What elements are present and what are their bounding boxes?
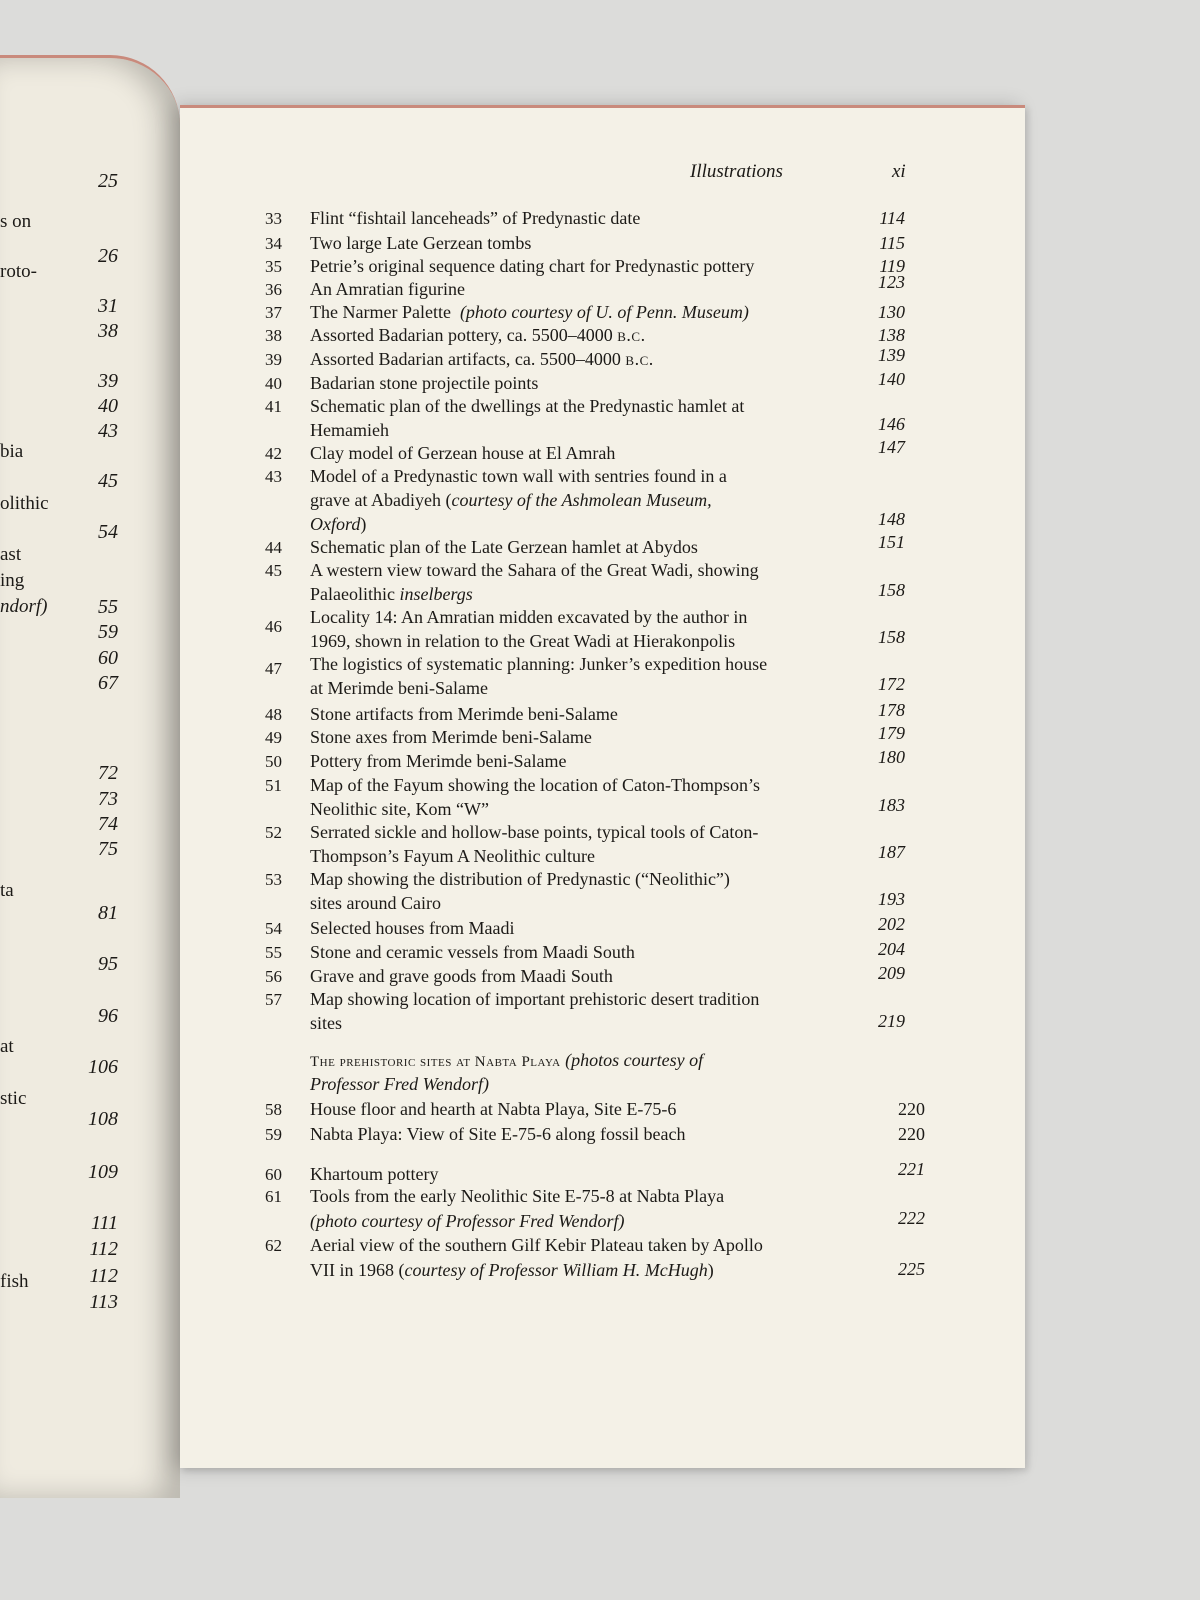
figure-title: Model of a Predynastic town wall with sentries found in a bbox=[310, 466, 727, 486]
page-number: 222 bbox=[898, 1208, 925, 1228]
left-fragment: s on bbox=[0, 211, 32, 232]
figure-number: 38 bbox=[265, 326, 282, 345]
figure-number: 59 bbox=[265, 1125, 282, 1144]
figure-number: 56 bbox=[265, 967, 282, 986]
figure-title-continued: Neolithic site, Kom “W” bbox=[310, 799, 489, 819]
figure-title: Locality 14: An Amratian midden excavated by the author in bbox=[310, 607, 748, 627]
page-number: 158 bbox=[878, 580, 905, 600]
figure-title-continued: at Merimde beni-Salame bbox=[310, 678, 488, 698]
page-number: 202 bbox=[878, 914, 905, 934]
left-page-number: 45 bbox=[98, 470, 118, 492]
era-label: b.c. bbox=[617, 325, 646, 345]
photo-credit: (photo courtesy of Professor Fred Wendorf) bbox=[310, 1211, 625, 1231]
figure-title-continued: Hemamieh bbox=[310, 420, 389, 440]
left-page-number: 39 bbox=[98, 370, 118, 392]
left-page-number: 40 bbox=[98, 395, 118, 417]
page-number: 219 bbox=[878, 1011, 905, 1031]
section-credit-continued: Professor Fred Wendorf) bbox=[310, 1074, 489, 1094]
left-page-number: 38 bbox=[98, 320, 118, 342]
figure-title-continued: grave at Abadiyeh ( bbox=[310, 490, 452, 510]
figure-number: 33 bbox=[265, 209, 282, 228]
left-page-number: 59 bbox=[98, 621, 118, 643]
figure-title: Aerial view of the southern Gilf Kebir Plateau taken by Apollo bbox=[310, 1235, 763, 1255]
era-label: b.c. bbox=[625, 349, 654, 369]
section-credit: (photos courtesy of bbox=[565, 1050, 704, 1070]
figure-title: Grave and grave goods from Maadi South bbox=[310, 966, 613, 986]
left-fragment: ta bbox=[0, 880, 14, 901]
left-page-number: 96 bbox=[98, 1005, 118, 1027]
figure-number: 37 bbox=[265, 303, 282, 322]
figure-title: Nabta Playa: View of Site E-75-6 along fossil beach bbox=[310, 1124, 686, 1144]
section-heading bbox=[310, 1049, 870, 1074]
figure-title: Map showing location of important prehistoric desert tradition bbox=[310, 989, 760, 1009]
page-number: 147 bbox=[878, 437, 905, 457]
figure-number: 62 bbox=[265, 1236, 282, 1255]
page-number: 114 bbox=[879, 208, 905, 228]
page-number: 178 bbox=[878, 700, 905, 720]
page-number: 193 bbox=[878, 889, 905, 909]
page-number: 209 bbox=[878, 963, 905, 983]
figure-title: Flint “fishtail lanceheads” of Predynastic date bbox=[310, 208, 641, 228]
left-fragment: ing bbox=[0, 570, 25, 591]
figure-number: 49 bbox=[265, 728, 282, 747]
page-number: 204 bbox=[878, 939, 905, 959]
page-number: 146 bbox=[878, 414, 905, 434]
left-fragment: ndorf) bbox=[0, 596, 48, 617]
page-number: 119 bbox=[879, 256, 905, 276]
figure-title: Map showing the distribution of Predynastic (“Neolithic”) bbox=[310, 869, 730, 889]
closing-paren: ) bbox=[707, 1260, 714, 1280]
figure-number: 50 bbox=[265, 752, 282, 771]
left-page-number: 108 bbox=[88, 1108, 118, 1130]
left-page-number: 55 bbox=[98, 596, 118, 618]
figure-title: Stone artifacts from Merimde beni-Salame bbox=[310, 704, 618, 724]
figure-title-continued: Thompson’s Fayum A Neolithic culture bbox=[310, 846, 595, 866]
figure-number: 51 bbox=[265, 776, 282, 795]
page-number: 139 bbox=[878, 345, 905, 365]
figure-number: 54 bbox=[265, 919, 282, 938]
running-head: Illustrations bbox=[690, 161, 783, 182]
left-page-number: 95 bbox=[98, 953, 118, 975]
page-number: 158 bbox=[878, 627, 905, 647]
figure-title: Selected houses from Maadi bbox=[310, 918, 515, 938]
figure-title: Badarian stone projectile points bbox=[310, 373, 539, 393]
page-number: 183 bbox=[878, 795, 905, 815]
figure-title: Schematic plan of the Late Gerzean hamlet at Abydos bbox=[310, 537, 698, 557]
left-page-number: 25 bbox=[98, 170, 118, 192]
figure-number: 35 bbox=[265, 257, 282, 276]
figure-number: 58 bbox=[265, 1100, 282, 1119]
figure-title: The logistics of systematic planning: Junker’s expedition house bbox=[310, 654, 768, 674]
page-number: 221 bbox=[898, 1159, 925, 1179]
left-page-number: 43 bbox=[98, 420, 118, 442]
left-fragment: ast bbox=[0, 544, 22, 565]
right-page bbox=[180, 105, 1025, 1468]
figure-title: House floor and hearth at Nabta Playa, Site E-75-6 bbox=[310, 1099, 677, 1119]
figure-title: A western view toward the Sahara of the Great Wadi, showing bbox=[310, 560, 759, 580]
left-page-number: 111 bbox=[90, 1212, 118, 1234]
figure-title: An Amratian figurine bbox=[310, 279, 465, 299]
figure-number: 44 bbox=[265, 538, 282, 557]
figure-number: 41 bbox=[265, 397, 282, 416]
figure-title: Stone axes from Merimde beni-Salame bbox=[310, 727, 592, 747]
figure-title-italic: inselbergs bbox=[399, 584, 473, 604]
left-page-number: 60 bbox=[98, 647, 118, 669]
figure-title-continued: Palaeolithic bbox=[310, 584, 400, 604]
page-number: 115 bbox=[879, 233, 905, 253]
figure-title: Khartoum pottery bbox=[310, 1164, 439, 1184]
figure-title: Stone and ceramic vessels from Maadi South bbox=[310, 942, 635, 962]
figure-title-continued: sites bbox=[310, 1013, 343, 1033]
page-number: 220 bbox=[898, 1124, 925, 1144]
figure-number: 39 bbox=[265, 350, 282, 369]
figure-title: Serrated sickle and hollow-base points, typical tools of Caton- bbox=[310, 822, 759, 842]
figure-title: Tools from the early Neolithic Site E-75-8 at Nabta Playa bbox=[310, 1186, 725, 1206]
figure-number: 52 bbox=[265, 823, 282, 842]
closing-paren: ) bbox=[360, 514, 367, 534]
left-page-number: 72 bbox=[98, 762, 118, 784]
photo-credit: courtesy of Professor William H. McHugh bbox=[404, 1260, 708, 1280]
left-page-number: 112 bbox=[89, 1265, 118, 1287]
figure-number: 53 bbox=[265, 870, 282, 889]
figure-title: Petrie’s original sequence dating chart for Predynastic pottery bbox=[310, 256, 755, 276]
left-page-number: 73 bbox=[98, 788, 118, 810]
page-number: 148 bbox=[878, 509, 905, 529]
figure-title: Two large Late Gerzean tombs bbox=[310, 233, 532, 253]
page-number: 179 bbox=[878, 723, 905, 743]
figure-number: 36 bbox=[265, 280, 282, 299]
figure-title: Assorted Badarian pottery, ca. 5500–4000 bbox=[310, 325, 618, 345]
left-fragment: fish bbox=[0, 1271, 29, 1292]
figure-number: 48 bbox=[265, 705, 282, 724]
photo-credit: Oxford bbox=[310, 514, 361, 534]
figure-title: Map of the Fayum showing the location of Caton-Thompson’s bbox=[310, 775, 760, 795]
page-number: 187 bbox=[878, 842, 905, 862]
figure-number: 46 bbox=[265, 617, 282, 636]
figure-number: 57 bbox=[265, 990, 282, 1009]
figure-number: 45 bbox=[265, 561, 282, 580]
left-fragment: stic bbox=[0, 1088, 27, 1109]
figure-title: Assorted Badarian artifacts, ca. 5500–4000 bbox=[310, 349, 626, 369]
figure-number: 60 bbox=[265, 1165, 282, 1184]
figure-title: Pottery from Merimde beni-Salame bbox=[310, 751, 567, 771]
page-number: 172 bbox=[878, 674, 905, 694]
figure-title-continued: sites around Cairo bbox=[310, 893, 441, 913]
figure-title: Schematic plan of the dwellings at the Predynastic hamlet at bbox=[310, 396, 745, 416]
figure-title: The Narmer Palette bbox=[310, 302, 451, 322]
section-label: The prehistoric sites at Nabta Playa bbox=[310, 1054, 561, 1070]
figure-number: 42 bbox=[265, 444, 282, 463]
page-number: 138 bbox=[878, 325, 905, 345]
figure-number: 40 bbox=[265, 374, 282, 393]
left-page-number: 106 bbox=[88, 1056, 118, 1078]
left-page-number: 31 bbox=[98, 295, 118, 317]
figure-title: Clay model of Gerzean house at El Amrah bbox=[310, 443, 616, 463]
page-number: 180 bbox=[878, 747, 905, 767]
folio: xi bbox=[892, 161, 906, 182]
left-page-number: 81 bbox=[98, 902, 118, 924]
left-page-number: 113 bbox=[89, 1291, 118, 1313]
left-page-number: 54 bbox=[98, 521, 118, 543]
left-page bbox=[0, 55, 180, 1498]
figure-number: 43 bbox=[265, 467, 282, 486]
figure-title-continued: VII in 1968 ( bbox=[310, 1260, 405, 1280]
figure-number: 34 bbox=[265, 234, 282, 253]
left-fragment: roto- bbox=[0, 261, 37, 282]
left-page-number: 112 bbox=[89, 1238, 118, 1260]
page-number: 130 bbox=[878, 302, 905, 322]
photo-credit: courtesy of the Ashmolean Museum, bbox=[451, 490, 712, 510]
page-number: 225 bbox=[898, 1259, 925, 1279]
page-number: 220 bbox=[898, 1099, 925, 1119]
page-number: 151 bbox=[878, 532, 905, 552]
photo-credit: (photo courtesy of U. of Penn. Museum) bbox=[459, 302, 749, 322]
page-number: 123 bbox=[878, 272, 905, 292]
figure-number: 61 bbox=[265, 1187, 282, 1206]
left-page-number: 75 bbox=[98, 838, 118, 860]
figure-title-continued: 1969, shown in relation to the Great Wadi at Hierakonpolis bbox=[310, 631, 736, 651]
left-page-number: 67 bbox=[98, 672, 118, 694]
left-page-number: 74 bbox=[98, 813, 118, 835]
left-fragment: olithic bbox=[0, 493, 49, 514]
left-page-number: 26 bbox=[98, 245, 118, 267]
page-number: 140 bbox=[878, 369, 905, 389]
figure-number: 55 bbox=[265, 943, 282, 962]
left-page-number: 109 bbox=[88, 1161, 118, 1183]
figure-number: 47 bbox=[265, 659, 282, 678]
left-fragment: bia bbox=[0, 441, 24, 462]
left-fragment: at bbox=[0, 1036, 14, 1057]
